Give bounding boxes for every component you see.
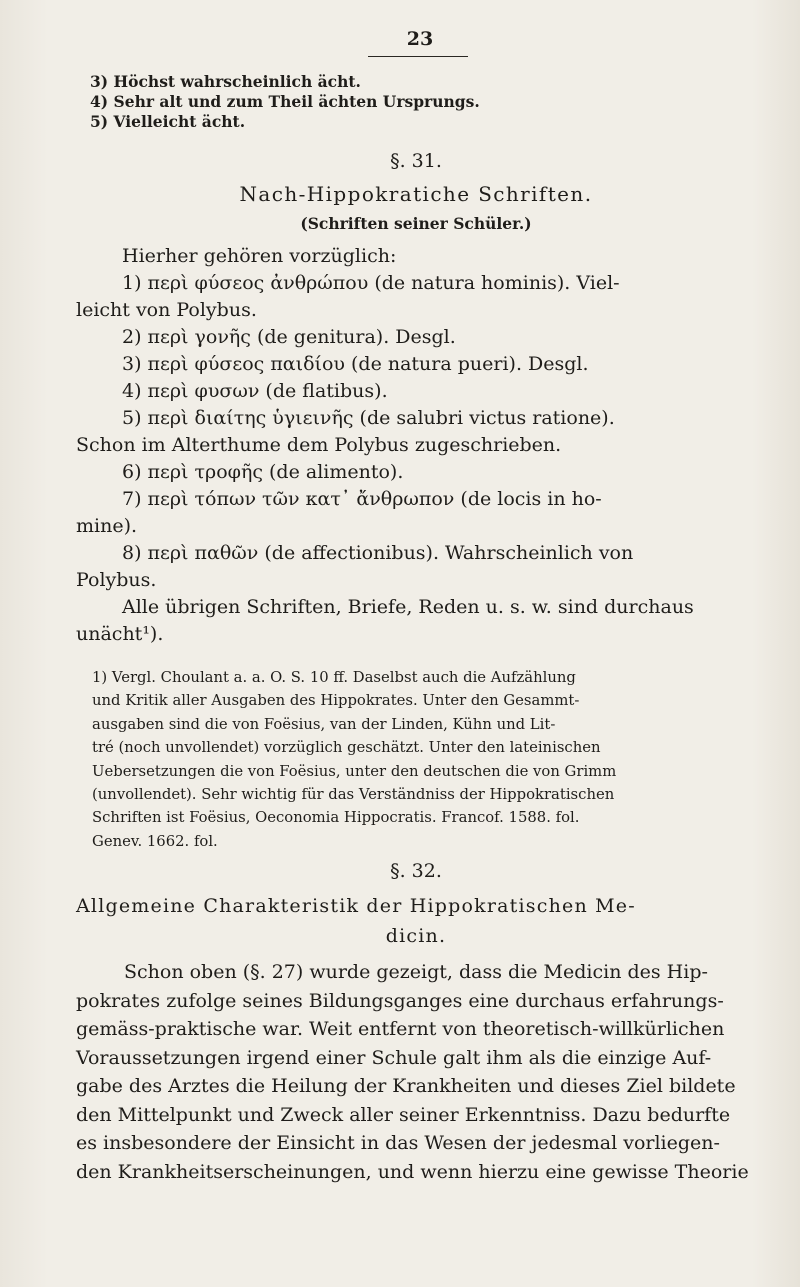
text-line: gemäss-praktische war. Weit entfernt von theoretisch-willkürlichen	[76, 1018, 725, 1040]
page-number: 23	[406, 28, 434, 50]
text-line: Schon oben (§. 27) wurde gezeigt, dass die Medicin des Hip-	[124, 961, 708, 983]
section-32-number: §. 32.	[390, 860, 442, 882]
text-line: Polybus.	[76, 569, 157, 591]
footnote	[92, 666, 756, 853]
text-line: Schon im Alterthume dem Polybus zugeschrieben.	[76, 434, 562, 456]
text-line: mine).	[76, 515, 138, 537]
footnote-line: Genev. 1662. fol.	[92, 832, 218, 850]
text-line: 3) περὶ φύσεος παιδίου (de natura pueri). Desgl.	[122, 353, 589, 375]
title-line: dicin.	[385, 925, 447, 947]
section-31-title: Nach-Hippokratiche Schriften.	[239, 182, 593, 206]
footnote-line: Uebersetzungen die von Foësius, unter den deutschen die von Grimm	[92, 762, 617, 780]
text-line: 6) περὶ τροφῆς (de alimento).	[122, 461, 404, 483]
section-32-title	[76, 891, 756, 951]
intro-line: Hierher gehören vorzüglich:	[122, 245, 397, 267]
text-line: 1) περὶ φύσεος ἀνθρώπου (de natura hominis). Viel-	[122, 272, 620, 294]
text-line: 4) περὶ φυσων (de flatibus).	[122, 380, 388, 402]
footnote-line: 1) Vergl. Choulant a. a. O. S. 10 ff. Daselbst auch die Aufzählung	[92, 669, 576, 686]
text-line: 7) περὶ τόπων τῶν κατ᾽ ἄνθρωπον (de locis in ho-	[122, 488, 602, 510]
text-line: 8) περὶ παθῶν (de affectionibus). Wahrscheinlich von	[122, 542, 634, 564]
text-line: es insbesondere der Einsicht in das Wesen der jedesmal vorliegen-	[76, 1132, 720, 1154]
text-line: pokrates zufolge seines Bildungsganges eine durchaus erfahrungs-	[76, 989, 724, 1012]
text-line: gabe des Arztes die Heilung der Krankheiten und dieses Ziel bildete	[76, 1075, 736, 1097]
text-line: unächt¹).	[76, 623, 164, 645]
footnote-line: Schriften ist Foësius, Oeconomia Hippocratis. Francof. 1588. fol.	[92, 809, 580, 827]
list-item: 3) Höchst wahrscheinlich ächt.	[90, 72, 361, 91]
section-32-body	[76, 958, 756, 1186]
list-item: 5) Vielleicht ächt.	[90, 112, 246, 131]
footnote-line: und Kritik aller Ausgaben des Hippokrates. Unter den Gesammt-	[92, 692, 580, 710]
text-line: den Mittelpunkt und Zweck aller seiner Erkenntniss. Dazu bedurfte	[76, 1103, 731, 1126]
text-line: 5) περὶ διαίτης ὑγιεινῆς (de salubri victus ratione).	[122, 407, 615, 429]
text-line: Voraussetzungen irgend einer Schule galt ihm als die einzige Auf-	[76, 1046, 712, 1069]
section-31-body	[76, 243, 756, 648]
title-line: Allgemeine Charakteristik der Hippokratischen Me-	[76, 895, 636, 917]
footnote-line: tré (noch unvollendet) vorzüglich geschätzt. Unter den lateinischen	[92, 739, 601, 757]
list-item: 4) Sehr alt und zum Theil ächten Ursprungs.	[90, 92, 480, 111]
footnote-line: ausgaben sind die von Foësius, van der Linden, Kühn und Lit-	[92, 715, 556, 733]
text-line: leicht von Polybus.	[76, 299, 257, 321]
section-31-number: §. 31.	[390, 150, 442, 172]
text-line: Alle übrigen Schriften, Briefe, Reden u. s. w. sind durchaus	[122, 596, 694, 618]
text-line: 2) περὶ γονῆς (de genitura). Desgl.	[122, 326, 456, 348]
top-list	[90, 72, 770, 132]
footnote-line: (unvollendet). Sehr wichtig für das Verständniss der Hippokratischen	[92, 786, 615, 804]
text-line: den Krankheitserscheinungen, und wenn hierzu eine gewisse Theorie	[76, 1160, 749, 1183]
section-31-subtitle: (Schriften seiner Schüler.)	[300, 214, 532, 233]
header-rule	[368, 56, 468, 57]
